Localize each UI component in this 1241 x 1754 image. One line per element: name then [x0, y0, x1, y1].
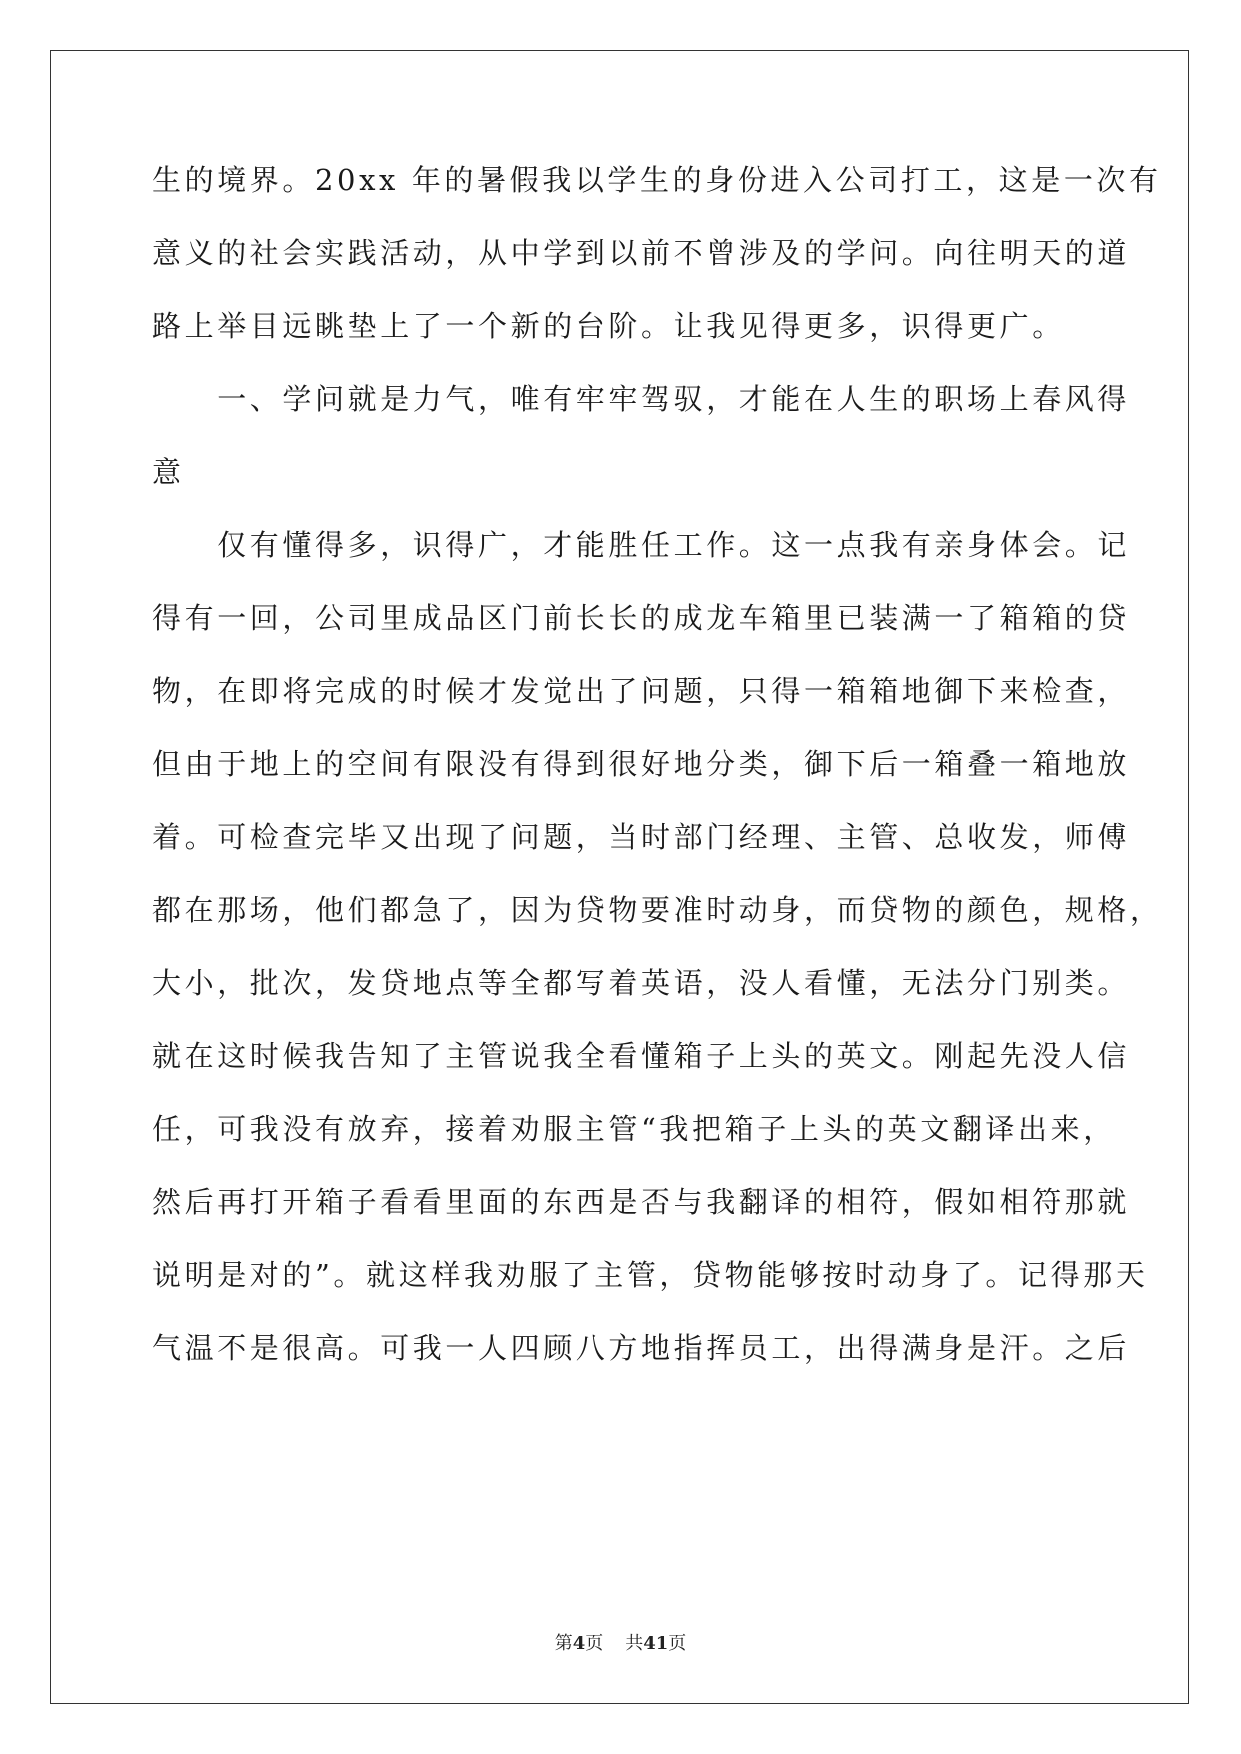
text-line: 生的境界。20xx 年的暑假我以学生的身份进入公司打工，这是一次有: [152, 163, 1162, 197]
text-line: 但由于地上的空间有限没有得到很好地分类，御下后一箱叠一箱地放: [152, 747, 1131, 781]
footer-prefix: 第: [554, 1633, 573, 1654]
text-line: 意: [152, 455, 185, 489]
text-line: 任，可我没有放弃，接着劝服主管“我把箱子上头的英文翻译出来，: [152, 1112, 1116, 1146]
total-page-count: 41: [643, 1633, 669, 1654]
page-footer: [0, 1632, 1241, 1656]
text-line: 路上举目远眺垫上了一个新的台阶。让我见得更多，识得更广。: [152, 309, 1065, 343]
text-line: 说明是对的”。就这样我劝服了主管，贷物能够按时动身了。记得那天: [152, 1258, 1149, 1292]
text-line: 大小，批次，发贷地点等全都写着英语，没人看懂，无法分门别类。: [152, 966, 1131, 1000]
current-page-number: 4: [572, 1633, 586, 1654]
text-line: 然后再打开箱子看看里面的东西是否与我翻译的相符，假如相符那就: [152, 1185, 1131, 1219]
text-line: 就在这时候我告知了主管说我全看懂箱子上头的英文。刚起先没人信: [152, 1039, 1131, 1073]
footer-page-suffix: 页: [585, 1633, 604, 1654]
footer-total-suffix: 页: [668, 1633, 687, 1654]
text-line: 得有一回，公司里成品区门前长长的成龙车箱里已装满一了箱箱的贷: [152, 601, 1131, 635]
footer-total-prefix: 共: [625, 1633, 644, 1654]
text-line: 都在那场，他们都急了，因为贷物要准时动身，而贷物的颜色，规格，: [152, 893, 1163, 927]
text-line: 气温不是很高。可我一人四顾八方地指挥员工，出得满身是汗。之后: [152, 1331, 1131, 1365]
text-line: 仅有懂得多，识得广，才能胜任工作。这一点我有亲身体会。记: [152, 528, 1131, 562]
text-line: 物，在即将完成的时候才发觉出了问题，只得一箱箱地御下来检查，: [152, 674, 1131, 708]
page-border: [50, 50, 1189, 1704]
text-line: 一、学问就是力气，唯有牢牢驾驭，才能在人生的职场上春风得: [152, 382, 1131, 416]
text-line: 着。可检查完毕又出现了问题，当时部门经理、主管、总收发，师傅: [152, 820, 1131, 854]
text-line: 意义的社会实践活动，从中学到以前不曾涉及的学问。向往明天的道: [152, 236, 1131, 270]
